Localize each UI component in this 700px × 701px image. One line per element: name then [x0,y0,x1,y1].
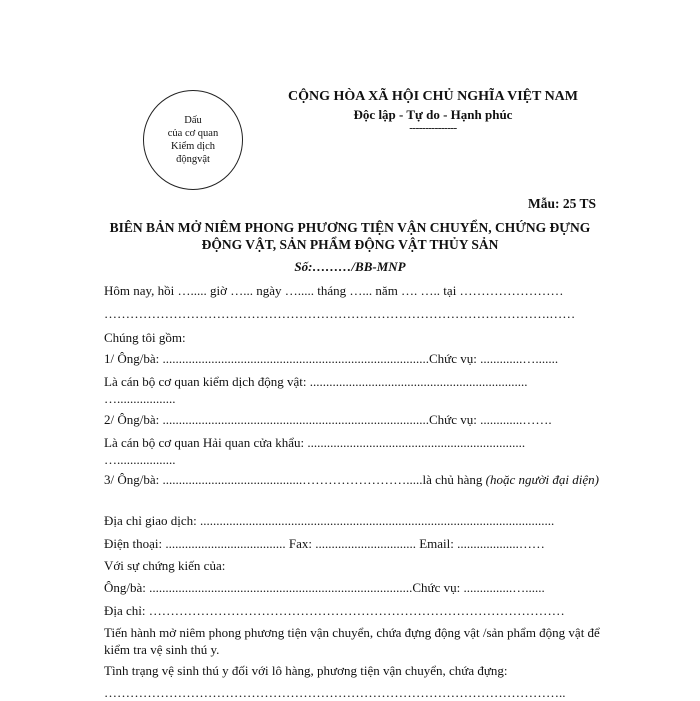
member-1-agency-continuation: ….................. [104,391,176,406]
sanitary-status-heading: Tình trạng vệ sinh thú y đối với lô hàng, phương tiện vận chuyển, chứa đựng: [104,663,508,678]
owner-line-note: (hoặc người đại diện) [485,472,599,487]
header-rule: --------------- [409,122,457,134]
document-number: Số:………/BB-MNP [294,259,406,274]
owner-line-text: 3/ Ông/bà: ...........................................…………………….....là chủ hàng [104,472,486,487]
document-title [100,219,600,253]
member-1-agency-line: Là cán bộ cơ quan kiểm dịch động vật: ................................................................... [104,374,528,389]
seal-line-4: độngvật [176,154,210,165]
procedure-statement: Tiến hành mở niêm phong phương tiện vận chuyển, chứa đựng động vật /sản phẩm động vật để kiểm tra vệ sinh thú y. [104,625,600,657]
address-line: Địa chỉ giao dịch: ............................................................................................................. [104,513,555,528]
seal-line-2: của cơ quan [167,128,219,139]
title-line-2: ĐỘNG VẬT, SẢN PHẨM ĐỘNG VẬT THỦY SẢN [201,237,499,252]
members-heading: Chúng tôi gồm: [104,330,186,345]
owner-line [104,471,600,488]
member-2-agency-line: Là cán bộ cơ quan Hải quan cửa khẩu: ................................................................... [104,435,526,450]
national-header [268,88,598,133]
seal-line-1: Dấu [184,115,202,126]
witness-line: Ông/bà: .................................................................................Chức vụ: ...............…...... [104,580,545,595]
nation-name: CỘNG HÒA XÃ HỘI CHỦ NGHĨA VIỆT NAM [287,89,578,104]
agency-seal-placeholder [143,90,243,190]
national-motto: Độc lập - Tự do - Hạnh phúc [353,107,513,122]
witness-heading: Với sự chứng kiến của: [104,558,226,573]
title-line-1: BIÊN BẢN MỞ NIÊM PHONG PHƯƠNG TIỆN VẬN CHUYỂN, CHỨNG ĐỰNG [109,220,591,235]
form-code: Mẫu: 25 TS [527,196,596,211]
witness-address-line: Địa chỉ: …………………………………………………………………………………… [104,603,565,618]
contact-line: Điện thoại: ..................................... Fax: ............................... Email: ...................…… [104,536,545,551]
place-continuation-line: ………………………………………………………………………………………….…… [104,306,576,321]
seal-line-3: Kiểm dịch [170,141,216,152]
member-2-agency-continuation: ….................. [104,452,176,467]
sanitary-status-line: …………………………………………………………………………………………….. [104,685,566,700]
date-place-line: Hôm nay, hồi …..... giờ …... ngày …..... tháng …... năm …. ….. tại …………………… [104,283,564,298]
member-2-line: 2/ Ông/bà: ..................................................................................Chức vụ: .............……. [104,412,552,427]
member-1-line: 1/ Ông/bà: ..................................................................................Chức vụ: .............…....... [104,351,559,366]
